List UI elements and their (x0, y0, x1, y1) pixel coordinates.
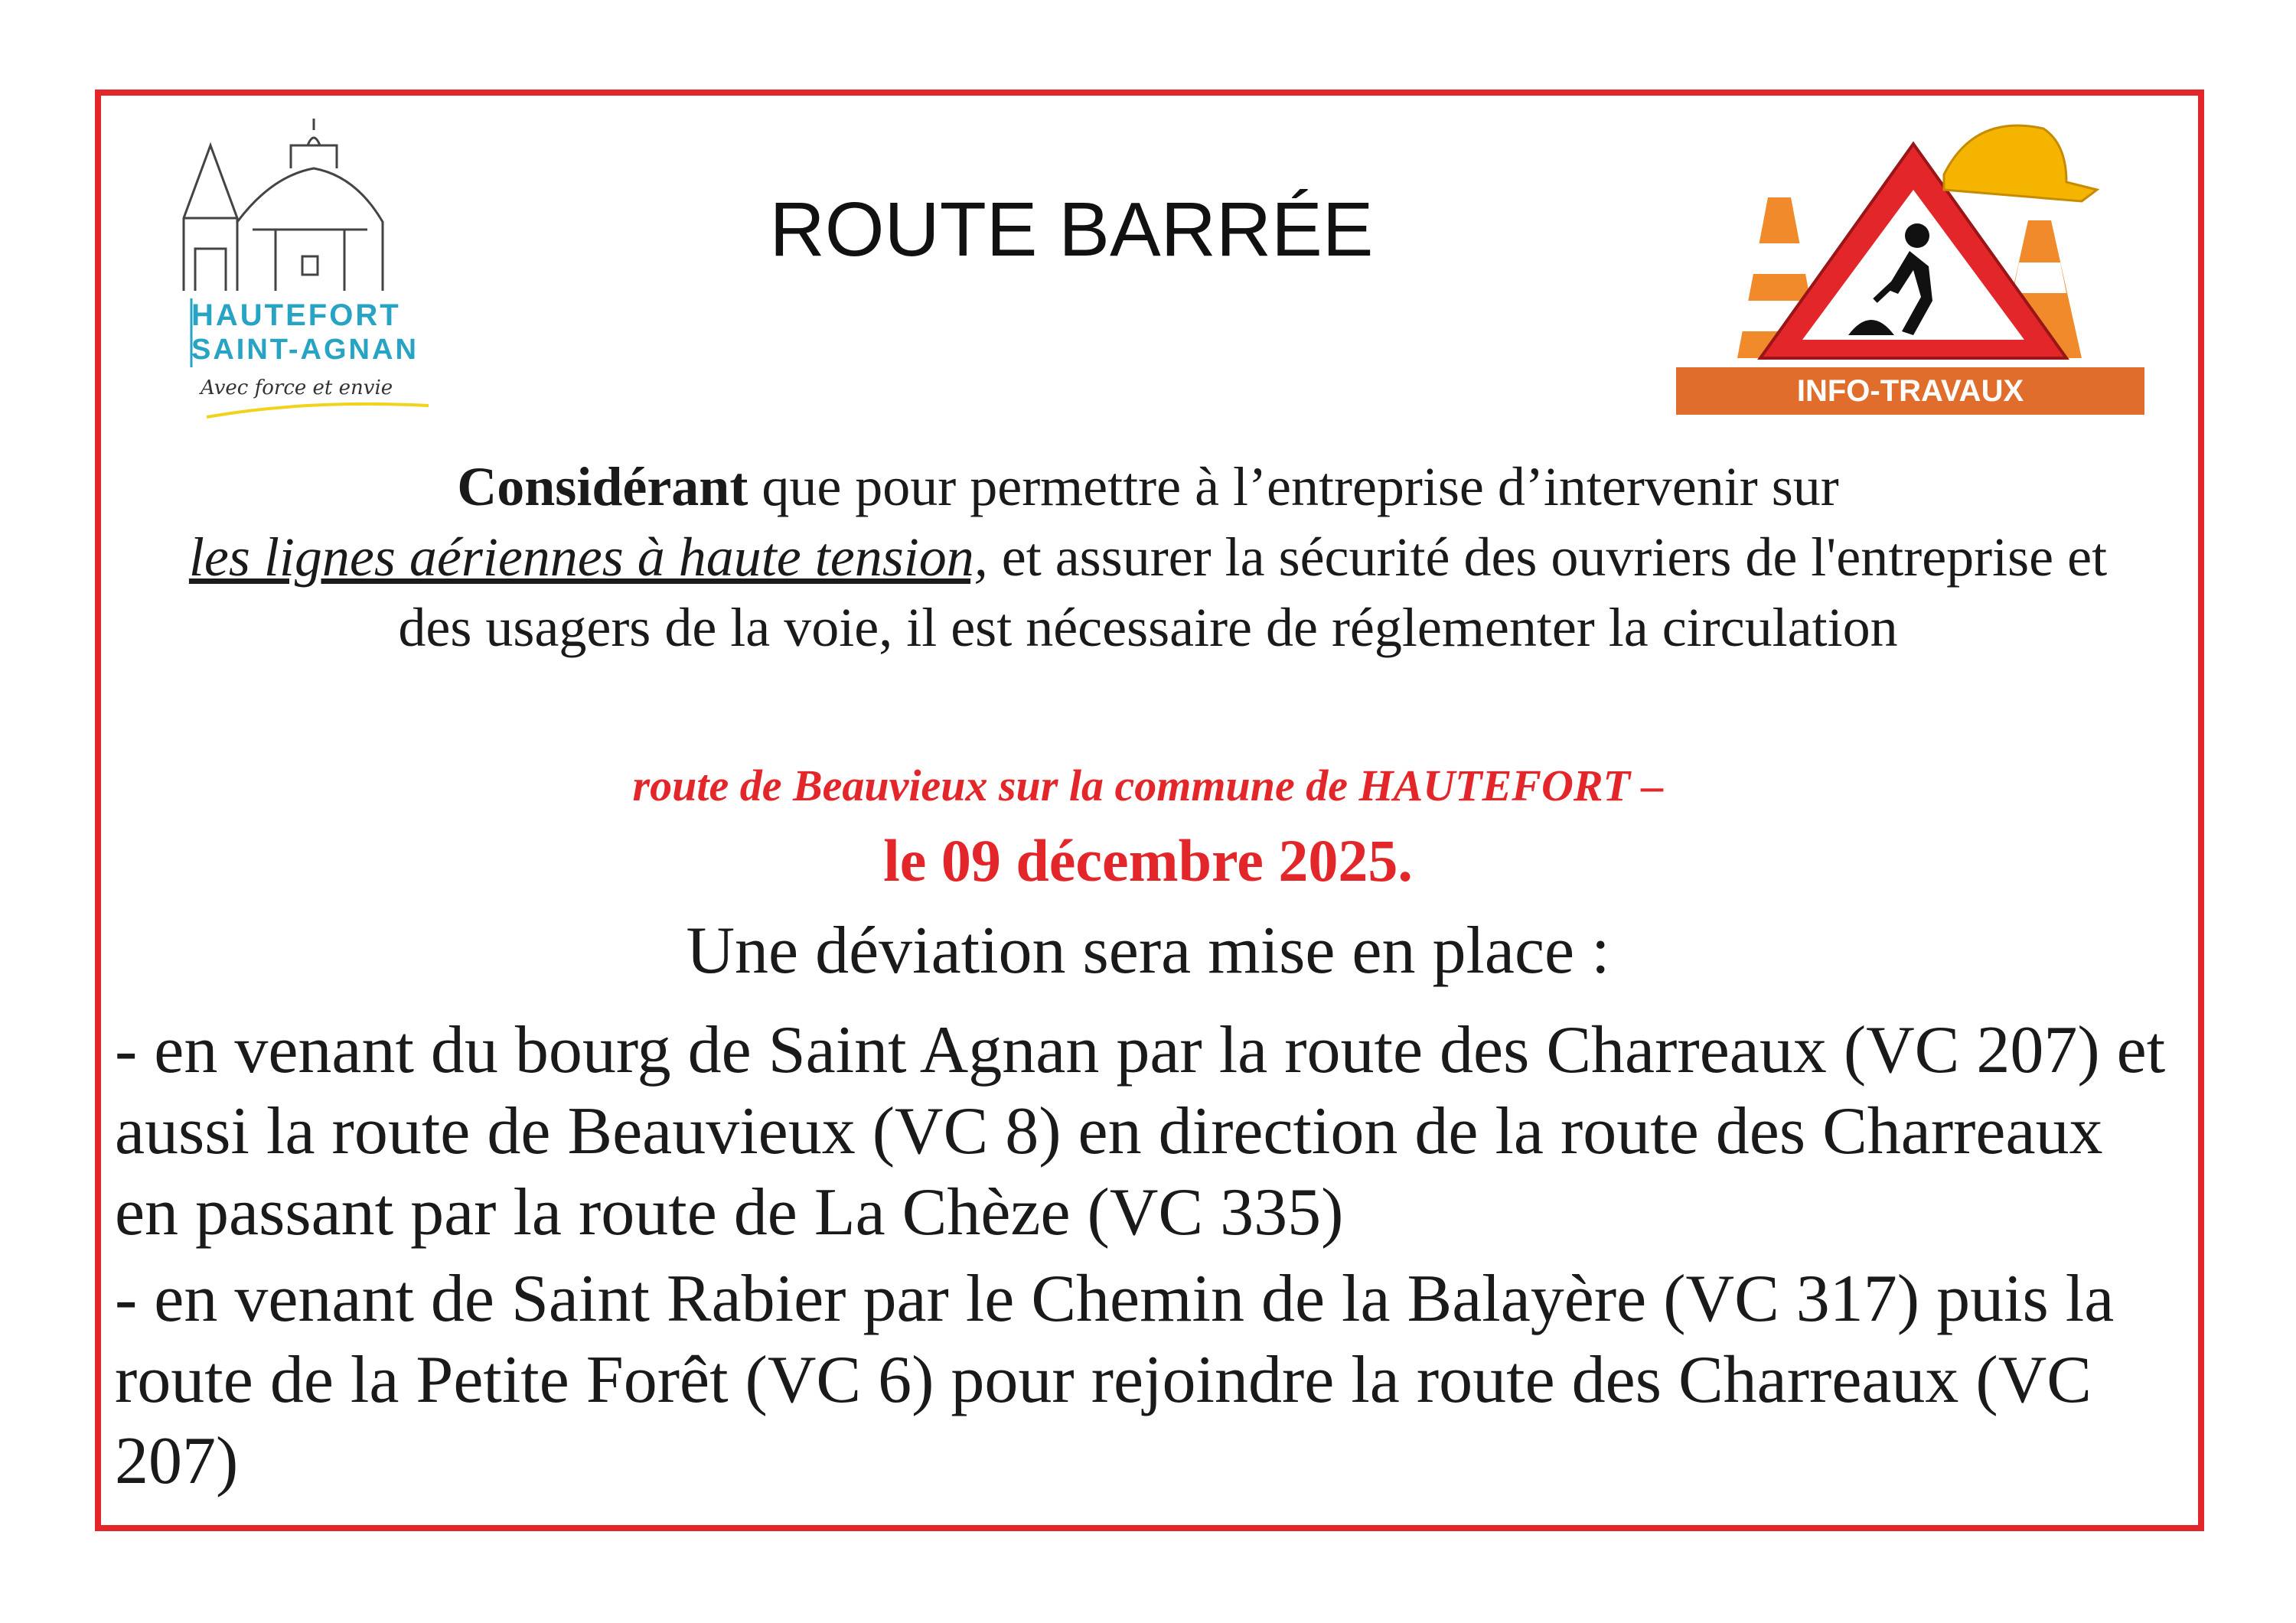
church-drawing-icon (138, 115, 475, 421)
municipal-logo (138, 115, 475, 421)
logo-town-name-2: SAINT-AGNAN (191, 334, 419, 366)
roadwork-warning-icon (1668, 113, 2158, 373)
considerant-paragraph (153, 451, 2143, 663)
info-travaux-sign (1668, 113, 2158, 419)
considerant-bold: Considérant (457, 456, 748, 517)
considerant-text-1: que pour permettre à l’entreprise d’intervenir sur (748, 456, 1839, 517)
deviation-heading: Une déviation sera mise en place : (686, 914, 1610, 988)
deviation-item-1: - en venant du bourg de Saint Agnan par la route des Charreaux (VC 207) et aussi la route de Beauvieux (VC 8) en direction de la route des Charreaux en passant par la route de La Chèze (VC 335) (115, 1013, 2166, 1250)
deviation-item-2: - en venant de Saint Rabier par le Chemin de la Balayère (VC 317) puis la route de la Petite Forêt (VC 6) pour rejoindre la route des Charreaux (VC 207) (115, 1262, 2115, 1498)
considerant-text-2: et assurer la sécurité des ouvriers de l'entreprise et des usagers de la voie, il est nécessaire de réglementer la circulation (398, 526, 2108, 658)
logo-town-name: HAUTEFORT (191, 298, 401, 332)
location-line: route de Beauvieux sur la commune de HAUTEFORT – (632, 761, 1664, 810)
info-travaux-label: INFO-TRAVAUX (1796, 374, 2024, 408)
page-title: ROUTE BARRÉE (769, 187, 1374, 272)
considerant-underlined: les lignes aériennes à haute tension, (188, 526, 988, 588)
logo-tagline: Avec force et envie (201, 376, 393, 399)
date-line: le 09 décembre 2025. (883, 827, 1413, 894)
